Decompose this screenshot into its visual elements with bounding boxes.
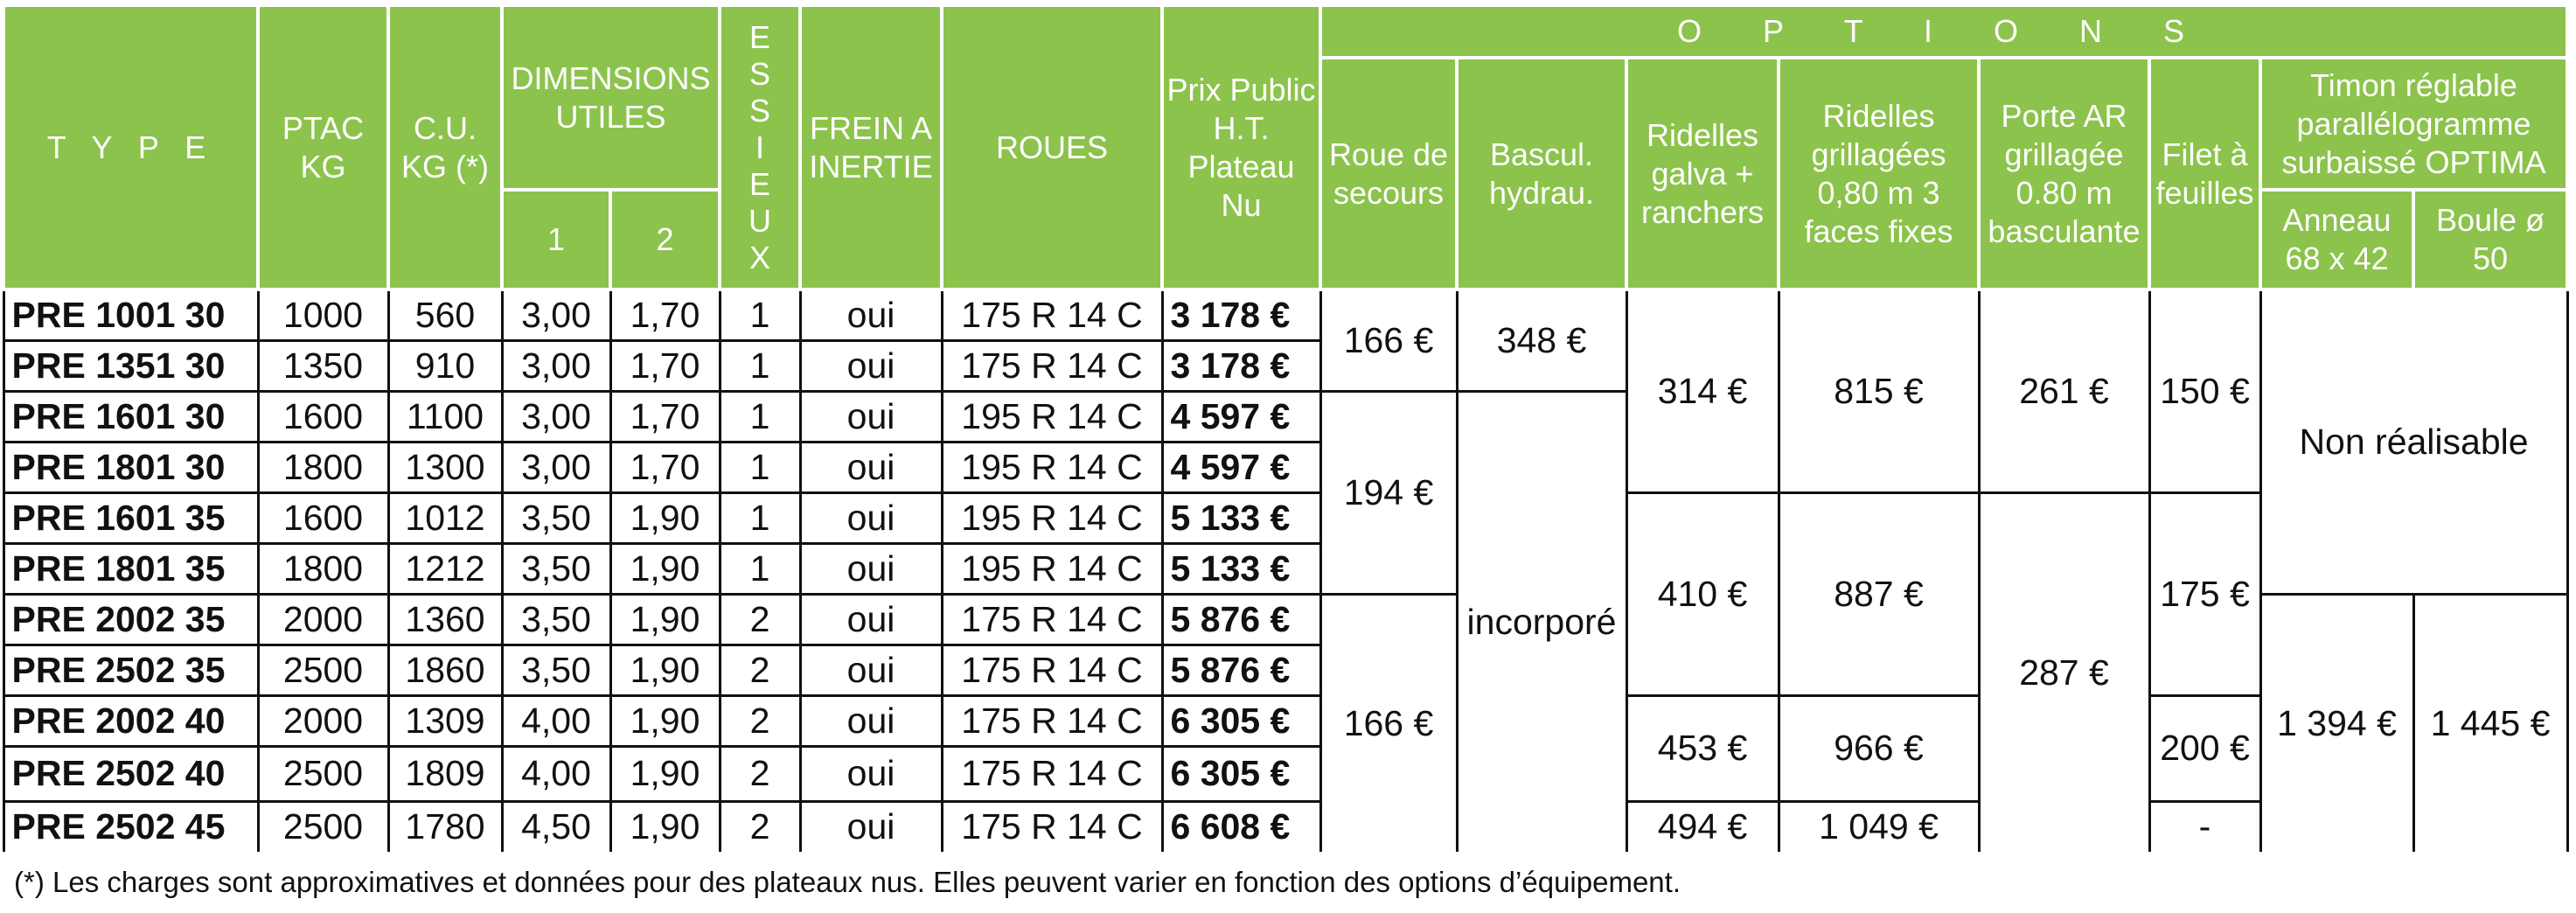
roue-secours-cell: 166 € <box>1320 594 1457 852</box>
ptac-cell: 1600 <box>258 391 388 442</box>
roues-cell: 195 R 14 C <box>942 492 1162 543</box>
roue-secours-cell: 194 € <box>1320 391 1457 594</box>
ridelles-grill-cell: 966 € <box>1779 695 1979 801</box>
roues-cell: 195 R 14 C <box>942 442 1162 492</box>
cu-cell: 1860 <box>388 645 502 695</box>
dim1-cell: 3,00 <box>502 442 610 492</box>
type-cell: PRE 1351 30 <box>3 340 258 391</box>
header-timon: Timon réglable parallélogramme surbaissé OPTIMA <box>2260 58 2567 190</box>
frein-cell: oui <box>800 289 942 340</box>
ridelles-grill-cell: 1 049 € <box>1779 801 1979 852</box>
header-prix: Prix Public H.T. Plateau Nu <box>1162 5 1320 289</box>
header-roue-secours: Roue de secours <box>1320 58 1457 289</box>
ridelles-galva-cell: 410 € <box>1626 492 1779 695</box>
roues-cell: 175 R 14 C <box>942 695 1162 746</box>
dim2-cell: 1,70 <box>610 340 720 391</box>
dim2-cell: 1,90 <box>610 695 720 746</box>
frein-cell: oui <box>800 492 942 543</box>
essieux-cell: 1 <box>720 340 800 391</box>
header-ridelles-grillagees: Ridelles grillagées 0,80 m 3 faces fixes <box>1779 58 1979 289</box>
header-ptac: PTAC KG <box>258 5 388 289</box>
header-dim-2: 2 <box>610 190 720 289</box>
header-dimensions: DIMENSIONS UTILES <box>502 5 720 190</box>
dim1-cell: 4,50 <box>502 801 610 852</box>
header-options: O P T I O N S <box>1320 5 2567 58</box>
prix-cell: 5 133 € <box>1162 543 1320 594</box>
price-table <box>2 3 2569 852</box>
essieux-cell: 2 <box>720 801 800 852</box>
essieux-cell: 2 <box>720 594 800 645</box>
prix-cell: 5 133 € <box>1162 492 1320 543</box>
header-type: T Y P E <box>3 5 258 289</box>
prix-cell: 3 178 € <box>1162 340 1320 391</box>
bascul-cell: incorporé <box>1457 391 1626 852</box>
header-ridelles-galva: Ridelles galva + ranchers <box>1626 58 1779 289</box>
dim2-cell: 1,90 <box>610 543 720 594</box>
roues-cell: 175 R 14 C <box>942 746 1162 801</box>
essieux-cell: 2 <box>720 746 800 801</box>
header-anneau: Anneau 68 x 42 <box>2260 190 2413 289</box>
ptac-cell: 2500 <box>258 746 388 801</box>
dim1-cell: 3,00 <box>502 391 610 442</box>
essieux-cell: 1 <box>720 543 800 594</box>
dim1-cell: 4,00 <box>502 695 610 746</box>
header-cu: C.U. KG (*) <box>388 5 502 289</box>
cu-cell: 1809 <box>388 746 502 801</box>
filet-cell: 175 € <box>2149 492 2260 695</box>
filet-cell: - <box>2149 801 2260 852</box>
porte-ar-cell: 261 € <box>1979 289 2149 492</box>
cu-cell: 1100 <box>388 391 502 442</box>
cu-cell: 560 <box>388 289 502 340</box>
header-frein: FREIN A INERTIE <box>800 5 942 289</box>
ridelles-galva-cell: 494 € <box>1626 801 1779 852</box>
filet-cell: 150 € <box>2149 289 2260 492</box>
dim1-cell: 3,00 <box>502 340 610 391</box>
roue-secours-cell: 166 € <box>1320 289 1457 391</box>
type-cell: PRE 2502 40 <box>3 746 258 801</box>
ptac-cell: 1800 <box>258 442 388 492</box>
header-essieux: E S S I E U X <box>720 5 800 289</box>
frein-cell: oui <box>800 695 942 746</box>
prix-cell: 6 608 € <box>1162 801 1320 852</box>
table-row <box>3 801 2567 852</box>
type-cell: PRE 1601 30 <box>3 391 258 442</box>
table-row <box>3 492 2567 543</box>
essieux-cell: 2 <box>720 695 800 746</box>
prix-cell: 6 305 € <box>1162 746 1320 801</box>
prix-cell: 5 876 € <box>1162 594 1320 645</box>
header-roues: ROUES <box>942 5 1162 289</box>
cu-cell: 1012 <box>388 492 502 543</box>
dim2-cell: 1,90 <box>610 492 720 543</box>
prix-cell: 6 305 € <box>1162 695 1320 746</box>
frein-cell: oui <box>800 594 942 645</box>
prix-cell: 4 597 € <box>1162 391 1320 442</box>
ridelles-galva-cell: 453 € <box>1626 695 1779 801</box>
type-cell: PRE 1601 35 <box>3 492 258 543</box>
dim2-cell: 1,90 <box>610 801 720 852</box>
dim1-cell: 3,50 <box>502 492 610 543</box>
timon-boule-cell: 1 445 € <box>2413 594 2567 852</box>
type-cell: PRE 2502 45 <box>3 801 258 852</box>
type-cell: PRE 2502 35 <box>3 645 258 695</box>
dim1-cell: 3,50 <box>502 594 610 645</box>
roues-cell: 175 R 14 C <box>942 645 1162 695</box>
dim2-cell: 1,90 <box>610 594 720 645</box>
essieux-cell: 1 <box>720 492 800 543</box>
roues-cell: 175 R 14 C <box>942 289 1162 340</box>
cu-cell: 1212 <box>388 543 502 594</box>
header-porte-ar: Porte AR grillagée 0.80 m basculante <box>1979 58 2149 289</box>
filet-cell: 200 € <box>2149 695 2260 801</box>
footnote: (*) Les charges sont approximatives et données pour des plateaux nus. Elles peuvent varier en fonction des options d’équipement. <box>14 866 1681 898</box>
frein-cell: oui <box>800 442 942 492</box>
timon-anneau-cell: 1 394 € <box>2260 594 2413 852</box>
frein-cell: oui <box>800 746 942 801</box>
roues-cell: 175 R 14 C <box>942 594 1162 645</box>
header-dim-1: 1 <box>502 190 610 289</box>
table-row <box>3 695 2567 746</box>
timon-cell: Non réalisable <box>2260 289 2567 594</box>
frein-cell: oui <box>800 391 942 442</box>
cu-cell: 910 <box>388 340 502 391</box>
prix-cell: 4 597 € <box>1162 442 1320 492</box>
ridelles-grill-cell: 887 € <box>1779 492 1979 695</box>
ptac-cell: 1800 <box>258 543 388 594</box>
dim2-cell: 1,70 <box>610 289 720 340</box>
ptac-cell: 2500 <box>258 645 388 695</box>
dim1-cell: 3,00 <box>502 289 610 340</box>
type-cell: PRE 2002 40 <box>3 695 258 746</box>
type-cell: PRE 1801 30 <box>3 442 258 492</box>
roues-cell: 175 R 14 C <box>942 340 1162 391</box>
cu-cell: 1780 <box>388 801 502 852</box>
ptac-cell: 1000 <box>258 289 388 340</box>
dim1-cell: 3,50 <box>502 543 610 594</box>
ptac-cell: 1350 <box>258 340 388 391</box>
header-bascul: Bascul. hydrau. <box>1457 58 1626 289</box>
dim1-cell: 4,00 <box>502 746 610 801</box>
frein-cell: oui <box>800 543 942 594</box>
ridelles-galva-cell: 314 € <box>1626 289 1779 492</box>
cu-cell: 1309 <box>388 695 502 746</box>
essieux-cell: 1 <box>720 289 800 340</box>
bascul-cell: 348 € <box>1457 289 1626 391</box>
porte-ar-cell: 287 € <box>1979 492 2149 852</box>
roues-cell: 175 R 14 C <box>942 801 1162 852</box>
essieux-cell: 2 <box>720 645 800 695</box>
dim2-cell: 1,90 <box>610 746 720 801</box>
prix-cell: 5 876 € <box>1162 645 1320 695</box>
ptac-cell: 2000 <box>258 594 388 645</box>
essieux-cell: 1 <box>720 391 800 442</box>
dim2-cell: 1,70 <box>610 442 720 492</box>
header-filet: Filet à feuilles <box>2149 58 2260 289</box>
table-row <box>3 289 2567 340</box>
ptac-cell: 1600 <box>258 492 388 543</box>
roues-cell: 195 R 14 C <box>942 543 1162 594</box>
essieux-cell: 1 <box>720 442 800 492</box>
frein-cell: oui <box>800 340 942 391</box>
cu-cell: 1300 <box>388 442 502 492</box>
type-cell: PRE 2002 35 <box>3 594 258 645</box>
frein-cell: oui <box>800 801 942 852</box>
type-cell: PRE 1001 30 <box>3 289 258 340</box>
cu-cell: 1360 <box>388 594 502 645</box>
prix-cell: 3 178 € <box>1162 289 1320 340</box>
roues-cell: 195 R 14 C <box>942 391 1162 442</box>
dim1-cell: 3,50 <box>502 645 610 695</box>
dim2-cell: 1,90 <box>610 645 720 695</box>
dim2-cell: 1,70 <box>610 391 720 442</box>
type-cell: PRE 1801 35 <box>3 543 258 594</box>
frein-cell: oui <box>800 645 942 695</box>
header-boule: Boule ø 50 <box>2413 190 2567 289</box>
ptac-cell: 2000 <box>258 695 388 746</box>
ptac-cell: 2500 <box>258 801 388 852</box>
ridelles-grill-cell: 815 € <box>1779 289 1979 492</box>
